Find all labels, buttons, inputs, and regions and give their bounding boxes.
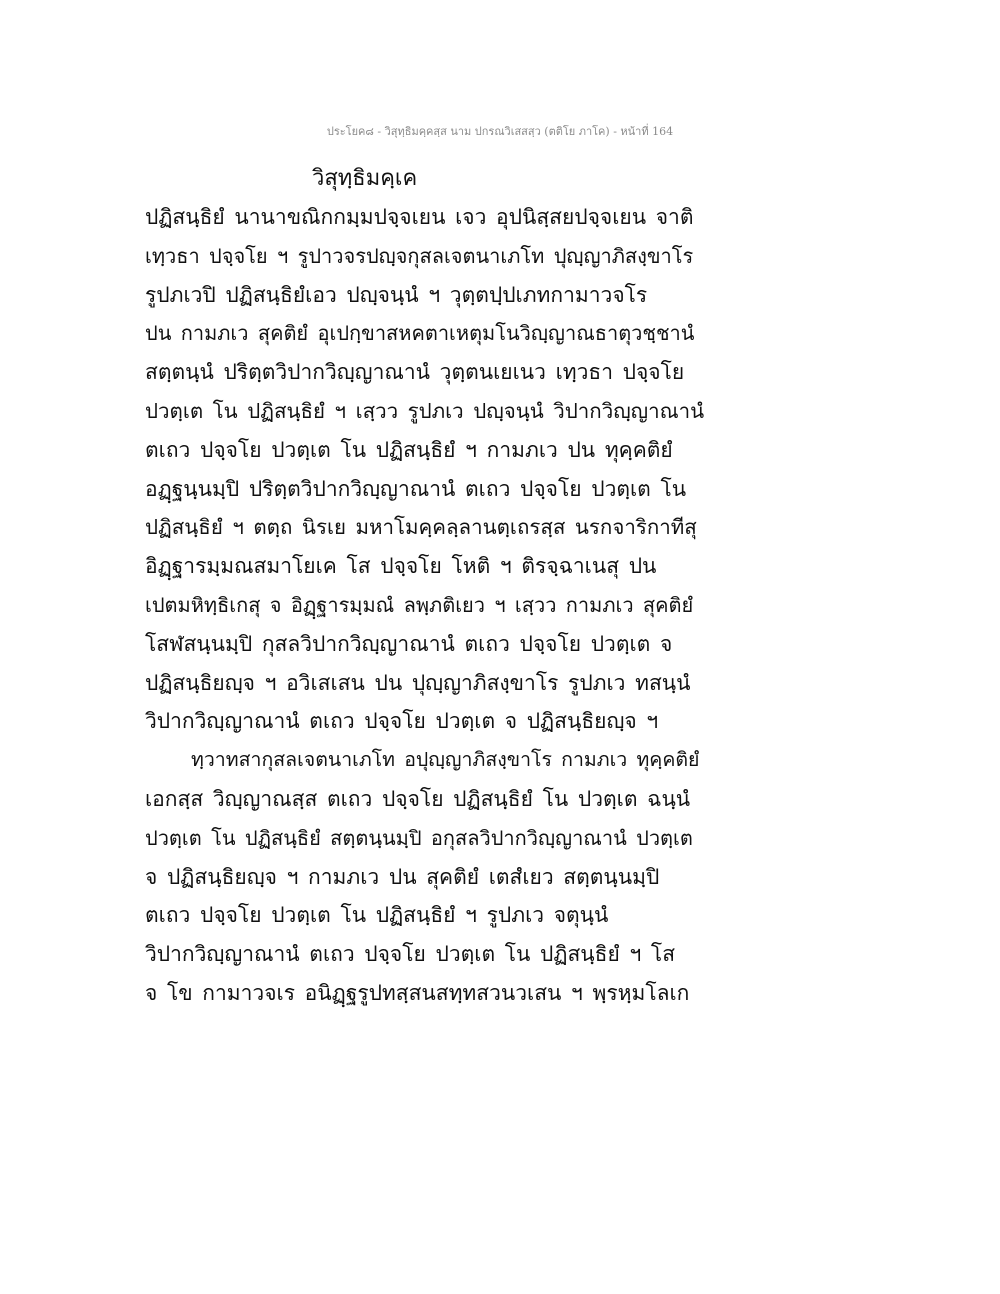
paragraph-first-line: ทฺวาทสากุสลเจตนาเภโท อปุญฺญาภิสงฺขาโร กามภเว ทุคฺคติยํ: [191, 748, 700, 772]
text-line: ปวตฺเต โน ปฏิสนฺธิยํ ฯ เสฺวว รูปภเว ปญฺจนฺนํ วิปากวิญฺญาณานํ: [145, 398, 705, 423]
text-line: โสฬสนฺนมฺปิ กุสลวิปากวิญฺญาณานํ ตเถว ปจฺจโย ปวตฺเต จ: [145, 631, 673, 656]
text-line: อิฏฺฐารมฺมณสมาโยเค โส ปจฺจโย โหติ ฯ ติรจฺฉาเนสุ ปน: [145, 554, 657, 579]
text-line: อฏฺฐนฺนมฺปิ ปริตฺตวิปากวิญฺญาณานํ ตเถว ปจฺจโย ปวตฺเต โน: [145, 476, 687, 501]
running-header: ประโยค๘ - วิสุทฺธิมคฺคสฺส นาม ปกรณวิเสสสฺว (ตติโย ภาโค) - หน้าที่ 164: [326, 125, 674, 138]
section-title: วิสุทฺธิมคฺเค: [312, 166, 418, 191]
text-line: สตฺตนฺนํ ปริตฺตวิปากวิญฺญาณานํ วุตฺตนเยเนว เทฺวธา ปจฺจโย: [145, 360, 685, 385]
text-line: รูปภเวปิ ปฏิสนฺธิยํเอว ปญฺจนฺนํ ฯ วุตฺตปฺปเภทกามาวจโร: [145, 282, 648, 307]
text-line: ปฏิสนฺธิยํ ฯ ตตฺถ นิรเย มหาโมคฺคลฺลานตฺเถรสฺส นรกจาริกาทีสุ: [145, 515, 697, 540]
text-line: จ โข กามาวจเร อนิฏฺฐรูปทสฺสนสทฺทสวนวเสน ฯ พฺรหฺมโลเก: [145, 980, 690, 1005]
text-line: วิปากวิญฺญาณานํ ตเถว ปจฺจโย ปวตฺเต จ ปฏิสนฺธิยญฺจ ฯ: [145, 709, 659, 734]
text-line: ปฏิสนฺธิยํ นานาขณิกกมฺมปจฺจเยน เจว อุปนิสฺสยปจฺจเยน จาติ: [145, 205, 694, 229]
body-text: [145, 198, 705, 1013]
text-line: ปฏิสนฺธิยญฺจ ฯ อวิเสเสน ปน ปุญฺญาภิสงฺขาโร รูปภเว ทสนฺนํ: [145, 670, 691, 695]
text-line: ปวตฺเต โน ปฏิสนฺธิยํ สตฺตนฺนมฺปิ อกุสลวิปากวิญฺญาณานํ ปวตฺเต: [145, 825, 693, 850]
text-line: จ ปฏิสนฺธิยญฺจ ฯ กามภเว ปน สุคติยํ เตสํเยว สตฺตนฺนมฺปิ: [145, 864, 660, 889]
text-line: เปตมหิทฺธิเกสุ จ อิฏฺฐารมฺมณํ ลพฺภติเยว ฯ เสฺวว กามภเว สุคติยํ: [145, 592, 694, 617]
text-line: วิปากวิญฺญาณานํ ตเถว ปจฺจโย ปวตฺเต โน ปฏิสนฺธิยํ ฯ โส: [145, 942, 676, 967]
text-line: เทฺวธา ปจฺจโย ฯ รูปาวจรปญฺจกุสลเจตนาเภโท ปุญฺญาภิสงฺขาโร: [145, 243, 694, 268]
text-line: ตเถว ปจฺจโย ปวตฺเต โน ปฏิสนฺธิยํ ฯ กามภเว ปน ทุคฺคติยํ: [145, 437, 673, 462]
text-line: เอกสฺส วิญฺญาณสฺส ตเถว ปจฺจโย ปฏิสนฺธิยํ โน ปวตฺเต ฉนฺนํ: [145, 786, 691, 811]
text-line: ปน กามภเว สุคติยํ อุเปกฺขาสหคตาเหตุมโนวิญฺญาณธาตุวชฺชานํ: [145, 321, 695, 346]
text-line: ตเถว ปจฺจโย ปวตฺเต โน ปฏิสนฺธิยํ ฯ รูปภเว จตุนฺนํ: [145, 903, 609, 928]
